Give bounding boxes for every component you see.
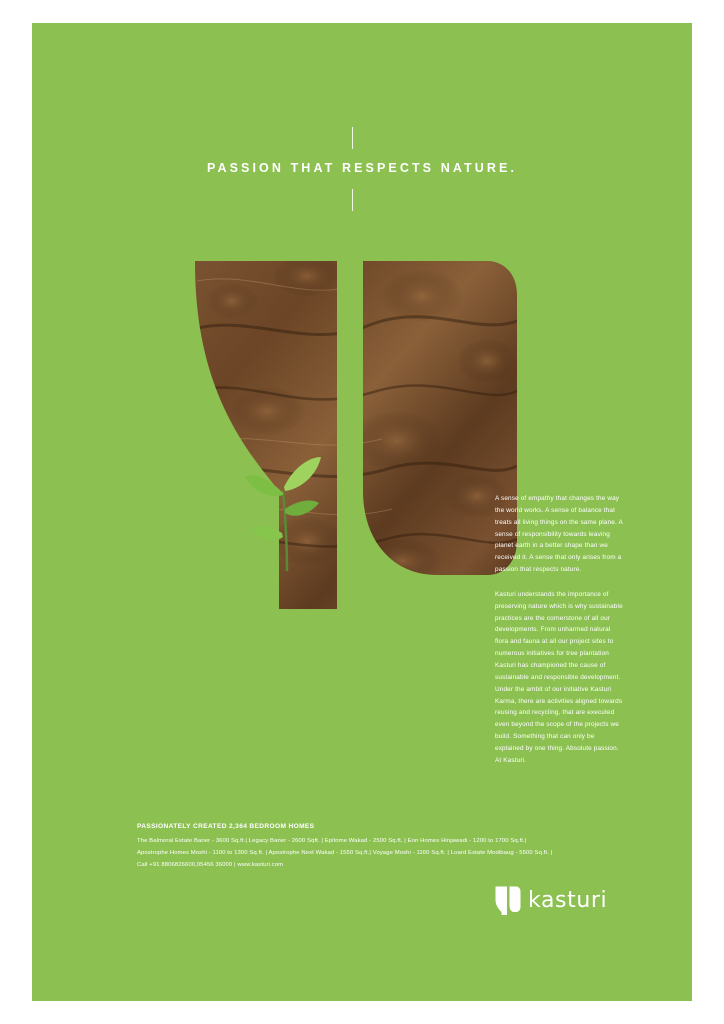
ad-canvas bbox=[32, 23, 692, 1001]
footer-project-list: The Balmoral Estate Baner - 3600 Sq.ft.| Legacy Baner - 2600 Sqft. | Epitome Wakad - 2500 Sq.ft. | Eon Homes Hinjawadi - 1200 to 1700 Sq.ft.| Apostrophe Homes Moshi - 1100 to 1300 Sq.ft. | Apostrophe Next Wakad - 1550 Sq.ft.| Voyage Moshi - 1160 Sq.ft. | Loard Estate Modibaug - 5500 Sq.ft. | Call +91 8806826600,95456 36000 | www.kasturi.com bbox=[137, 838, 553, 868]
ad-body-copy bbox=[495, 493, 623, 780]
ad-headline: PASSION THAT RESPECTS NATURE. bbox=[206, 161, 518, 175]
brand-lockup bbox=[494, 885, 607, 916]
kasturi-leaf-mark-icon bbox=[494, 885, 521, 916]
footer-block bbox=[137, 823, 557, 871]
body-paragraph-1: A sense of empathy that changes the way the world works. A sense of balance that treats all living things on the same plane. A sense of responsibility towards leaving planet earth in a better shape than we received it. A sense that only arises from a passion that respects nature. bbox=[495, 495, 623, 574]
footer-heading: PASSIONATELY CREATED 2,364 BEDROOM HOMES bbox=[137, 823, 315, 830]
soil-texture bbox=[187, 241, 517, 611]
headline-rule-top bbox=[352, 127, 353, 149]
logomark-svg bbox=[187, 241, 517, 611]
soil-photo-logomark bbox=[187, 241, 517, 611]
body-paragraph-2: Kasturi understands the importance of preserving nature which is why sustainable practices are the cornerstone of all our developments. From unharmed natural flora and fauna at all our project sites to numerous initiatives for tree plantation Kasturi has championed the cause of sustainable and responsible development. Under the ambit of our initiative Kasturi Karma, there are activities aligned towards reusing and recycling, that are executed even beyond the scope of the projects we build. Something that can only be explained by one thing. Absolute passion. At Kasturi. bbox=[495, 590, 623, 764]
brand-name: kasturi bbox=[528, 888, 608, 913]
headline-rule-bottom bbox=[352, 189, 353, 211]
